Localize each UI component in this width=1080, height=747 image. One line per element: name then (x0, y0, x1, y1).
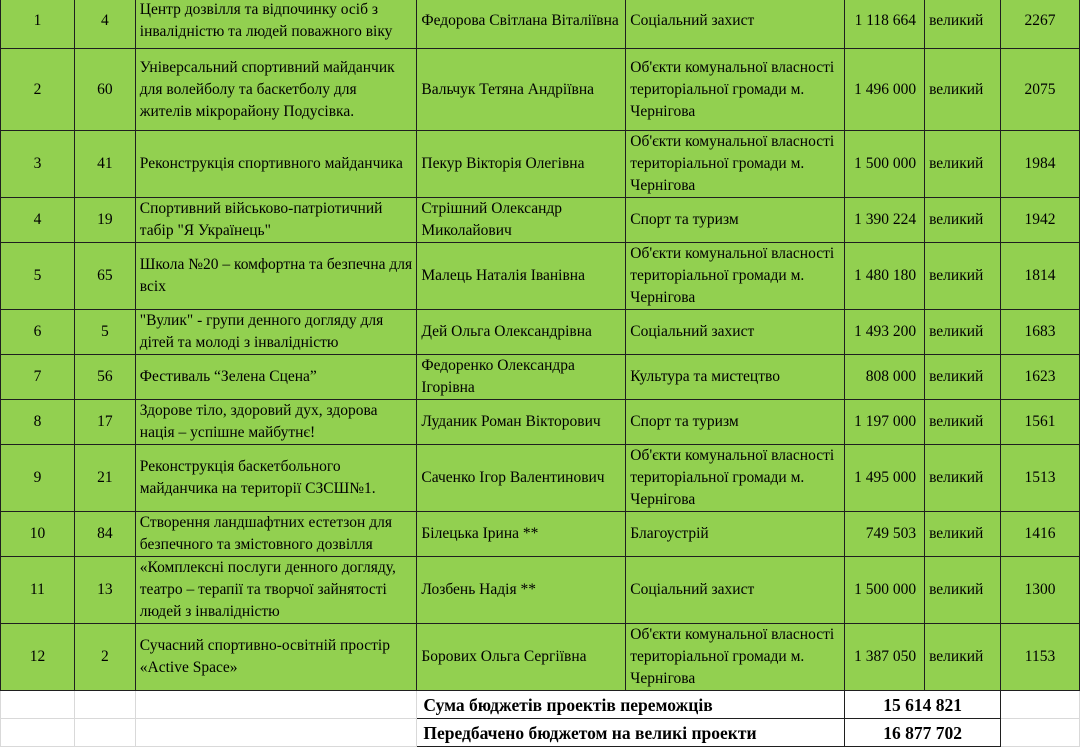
table-row (1, 198, 1080, 243)
summary-label[interactable]: Передбачено бюджетом на великі проекти (417, 719, 845, 747)
cell-project-name[interactable]: Спортивний військово-патріотичний табір "Я Українець" (135, 198, 417, 243)
cell-category[interactable]: Об'єкти комунальної власності територіальної громади м. Чернігова (626, 624, 845, 691)
cell-amount[interactable]: 1 387 050 (845, 624, 925, 691)
cell-size[interactable]: великий (925, 243, 1001, 310)
summary-value[interactable]: 16 877 702 (845, 719, 1001, 747)
cell-votes[interactable]: 2075 (1001, 49, 1080, 131)
cell-row-number[interactable]: 4 (1, 198, 75, 243)
cell-project-name[interactable]: Школа №20 – комфортна та безпечна для всіх (135, 243, 417, 310)
cell-size[interactable]: великий (925, 557, 1001, 624)
cell-author[interactable]: Білецька Ірина ** (417, 512, 626, 557)
cell-row-number[interactable]: 2 (1, 49, 75, 131)
cell-author[interactable]: Стрішний Олександр Миколайович (417, 198, 626, 243)
table-row (1, 310, 1080, 355)
cell-amount[interactable]: 1 390 224 (845, 198, 925, 243)
summary-value[interactable]: 15 614 821 (845, 691, 1001, 719)
cell-author[interactable]: Малець Наталія Іванівна (417, 243, 626, 310)
cell-amount[interactable]: 1 495 000 (845, 445, 925, 512)
cell-project-id[interactable]: 65 (74, 243, 135, 310)
cell-author[interactable]: Борових Ольга Сергіївна (417, 624, 626, 691)
cell-votes[interactable]: 1416 (1001, 512, 1080, 557)
cell-size[interactable]: великий (925, 445, 1001, 512)
cell-category[interactable]: Об'єкти комунальної власності територіальної громади м. Чернігова (626, 445, 845, 512)
cell-project-id[interactable]: 21 (74, 445, 135, 512)
cell-row-number[interactable]: 1 (1, 0, 75, 49)
cell-project-name[interactable]: Створення ландшафтних естетзон для безпечного та змістовного дозвілля (135, 512, 417, 557)
cell-project-id[interactable]: 2 (74, 624, 135, 691)
cell-author[interactable]: Федоренко Олександра Ігорівна (417, 355, 626, 400)
cell-project-name[interactable]: Здорове тіло, здоровий дух, здорова нація – успішне майбутнє! (135, 400, 417, 445)
table-row (1, 49, 1080, 131)
cell-size[interactable]: великий (925, 400, 1001, 445)
cell-project-name[interactable]: «Комплексні послуги денного догляду, театро – терапії та творчої зайнятості людей з інвалідністю (135, 557, 417, 624)
cell-row-number[interactable]: 10 (1, 512, 75, 557)
cell-amount[interactable]: 1 500 000 (845, 557, 925, 624)
cell-project-name[interactable]: Універсальний спортивний майданчик для волейболу та баскетболу для жителів мікрорайону Подусівка. (135, 49, 417, 131)
cell-author[interactable]: Вальчук Тетяна Андріївна (417, 49, 626, 131)
cell-project-name[interactable]: "Вулик" - групи денного догляду для дітей та молоді з інвалідністю (135, 310, 417, 355)
summary-row (1, 719, 1080, 747)
cell-category[interactable]: Об'єкти комунальної власності територіальної громади м. Чернігова (626, 131, 845, 198)
table-row (1, 243, 1080, 310)
empty-cell[interactable] (1001, 719, 1080, 747)
cell-size[interactable]: великий (925, 310, 1001, 355)
empty-cell[interactable] (1001, 691, 1080, 719)
cell-project-id[interactable]: 19 (74, 198, 135, 243)
table-row (1, 0, 1080, 49)
cell-author[interactable]: Лозбень Надія ** (417, 557, 626, 624)
cell-row-number[interactable]: 11 (1, 557, 75, 624)
empty-cell[interactable] (135, 719, 417, 747)
cell-amount[interactable]: 808 000 (845, 355, 925, 400)
empty-cell[interactable] (135, 691, 417, 719)
empty-cell[interactable] (74, 719, 135, 747)
cell-author[interactable]: Федорова Світлана Віталіївна (417, 0, 626, 49)
table-row (1, 445, 1080, 512)
cell-author[interactable]: Дей Ольга Олександрівна (417, 310, 626, 355)
cell-category[interactable]: Благоустрій (626, 512, 845, 557)
cell-amount[interactable]: 1 493 200 (845, 310, 925, 355)
cell-category[interactable]: Культура та мистецтво (626, 355, 845, 400)
cell-project-id[interactable]: 41 (74, 131, 135, 198)
cell-row-number[interactable]: 12 (1, 624, 75, 691)
cell-size[interactable]: великий (925, 0, 1001, 49)
cell-project-id[interactable]: 13 (74, 557, 135, 624)
cell-project-name[interactable]: Центр дозвілля та відпочинку осіб з інвалідністю та людей поважного віку (135, 0, 417, 49)
cell-category[interactable]: Соціальний захист (626, 557, 845, 624)
cell-size[interactable]: великий (925, 198, 1001, 243)
cell-category[interactable]: Спорт та туризм (626, 198, 845, 243)
cell-project-id[interactable]: 4 (74, 0, 135, 49)
cell-row-number[interactable]: 9 (1, 445, 75, 512)
empty-cell[interactable] (1, 719, 75, 747)
cell-amount[interactable]: 1 496 000 (845, 49, 925, 131)
cell-project-id[interactable]: 56 (74, 355, 135, 400)
summary-label[interactable]: Сума бюджетів проектів переможців (417, 691, 845, 719)
cell-votes[interactable]: 1814 (1001, 243, 1080, 310)
cell-size[interactable]: великий (925, 355, 1001, 400)
cell-size[interactable]: великий (925, 512, 1001, 557)
cell-author[interactable]: Пекур Вікторія Олегівна (417, 131, 626, 198)
cell-amount[interactable]: 1 197 000 (845, 400, 925, 445)
cell-row-number[interactable]: 8 (1, 400, 75, 445)
cell-project-name[interactable]: Реконструкція спортивного майданчика (135, 131, 417, 198)
cell-size[interactable]: великий (925, 49, 1001, 131)
cell-amount[interactable]: 1 480 180 (845, 243, 925, 310)
cell-project-name[interactable]: Фестиваль “Зелена Сцена” (135, 355, 417, 400)
cell-size[interactable]: великий (925, 131, 1001, 198)
cell-category[interactable]: Об'єкти комунальної власності територіальної громади м. Чернігова (626, 243, 845, 310)
cell-votes[interactable]: 1623 (1001, 355, 1080, 400)
cell-category[interactable]: Спорт та туризм (626, 400, 845, 445)
cell-category[interactable]: Соціальний захист (626, 0, 845, 49)
cell-category[interactable]: Соціальний захист (626, 310, 845, 355)
cell-votes[interactable]: 1513 (1001, 445, 1080, 512)
table-row (1, 512, 1080, 557)
cell-project-name[interactable]: Сучасний спортивно-освітній простір «Active Space» (135, 624, 417, 691)
cell-project-id[interactable]: 17 (74, 400, 135, 445)
cell-votes[interactable]: 2267 (1001, 0, 1080, 49)
cell-amount[interactable]: 1 500 000 (845, 131, 925, 198)
cell-project-id[interactable]: 5 (74, 310, 135, 355)
table-row (1, 131, 1080, 198)
cell-votes[interactable]: 1561 (1001, 400, 1080, 445)
cell-project-id[interactable]: 60 (74, 49, 135, 131)
cell-votes[interactable]: 1683 (1001, 310, 1080, 355)
cell-row-number[interactable]: 6 (1, 310, 75, 355)
table-row (1, 400, 1080, 445)
cell-amount[interactable]: 749 503 (845, 512, 925, 557)
cell-author[interactable]: Саченко Ігор Валентинович (417, 445, 626, 512)
cell-row-number[interactable]: 5 (1, 243, 75, 310)
cell-votes[interactable]: 1153 (1001, 624, 1080, 691)
cell-amount[interactable]: 1 118 664 (845, 0, 925, 49)
cell-size[interactable]: великий (925, 624, 1001, 691)
cell-author[interactable]: Луданик Роман Вікторович (417, 400, 626, 445)
cell-row-number[interactable]: 7 (1, 355, 75, 400)
empty-cell[interactable] (1, 691, 75, 719)
cell-row-number[interactable]: 3 (1, 131, 75, 198)
table-row (1, 557, 1080, 624)
cell-votes[interactable]: 1942 (1001, 198, 1080, 243)
table-row (1, 624, 1080, 691)
cell-votes[interactable]: 1984 (1001, 131, 1080, 198)
empty-cell[interactable] (74, 691, 135, 719)
summary-row (1, 691, 1080, 719)
table-row (1, 355, 1080, 400)
cell-votes[interactable]: 1300 (1001, 557, 1080, 624)
cell-project-name[interactable]: Реконструкція баскетбольного майданчика на території СЗСШ№1. (135, 445, 417, 512)
cell-category[interactable]: Об'єкти комунальної власності територіальної громади м. Чернігова (626, 49, 845, 131)
cell-project-id[interactable]: 84 (74, 512, 135, 557)
